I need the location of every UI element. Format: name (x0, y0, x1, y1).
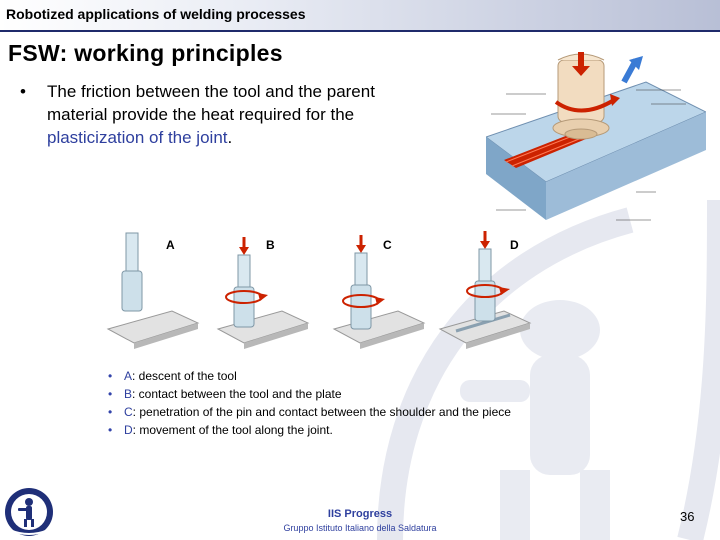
step-b-figure (218, 237, 308, 349)
footer-group: Gruppo Istituto Italiano della Saldatura (283, 523, 437, 533)
bullet-dot-icon: • (108, 405, 113, 419)
step-text: : contact between the tool and the plate (132, 387, 342, 401)
step-key: B (124, 387, 133, 401)
step-key: A (124, 369, 133, 383)
steps-list (108, 368, 538, 440)
list-item (108, 422, 538, 438)
list-item (108, 404, 538, 420)
step-key: C (124, 405, 133, 419)
header-title: Robotized applications of welding processes (6, 6, 306, 22)
bullet-text-accent: plasticization of the joint (47, 128, 228, 147)
step-label-d: D (510, 238, 519, 252)
footer (200, 508, 520, 533)
step-c-figure (334, 235, 424, 349)
slide-title: FSW: working principles (8, 40, 283, 66)
step-text: : movement of the tool along the joint. (132, 423, 333, 437)
page-number: 36 (680, 509, 695, 524)
header-divider (0, 30, 720, 32)
bullet-dot-icon: • (108, 387, 113, 401)
main-bullet-text (47, 80, 387, 149)
bullet-dot-icon: • (108, 423, 113, 437)
bullet-text-plain: The friction between the tool and the parent material provide the heat required for the (47, 82, 375, 124)
step-label-b: B (266, 238, 275, 252)
footer-org: IIS Progress (327, 508, 393, 520)
step-a-figure (108, 233, 198, 349)
step-label-c: C (383, 238, 392, 252)
bullet-dot-icon: • (20, 82, 26, 101)
list-item (108, 368, 538, 384)
iis-progress-logo-icon (2, 486, 56, 538)
fsw-process-illustration (486, 42, 706, 228)
step-label-a: A (166, 238, 175, 252)
step-key: D (124, 423, 133, 437)
bullet-dot-icon: • (108, 369, 113, 383)
list-item (108, 386, 538, 402)
step-text: : descent of the tool (132, 369, 237, 383)
step-text: : penetration of the pin and contact between the shoulder and the piece (132, 405, 511, 419)
bullet-text-end: . (227, 128, 233, 147)
